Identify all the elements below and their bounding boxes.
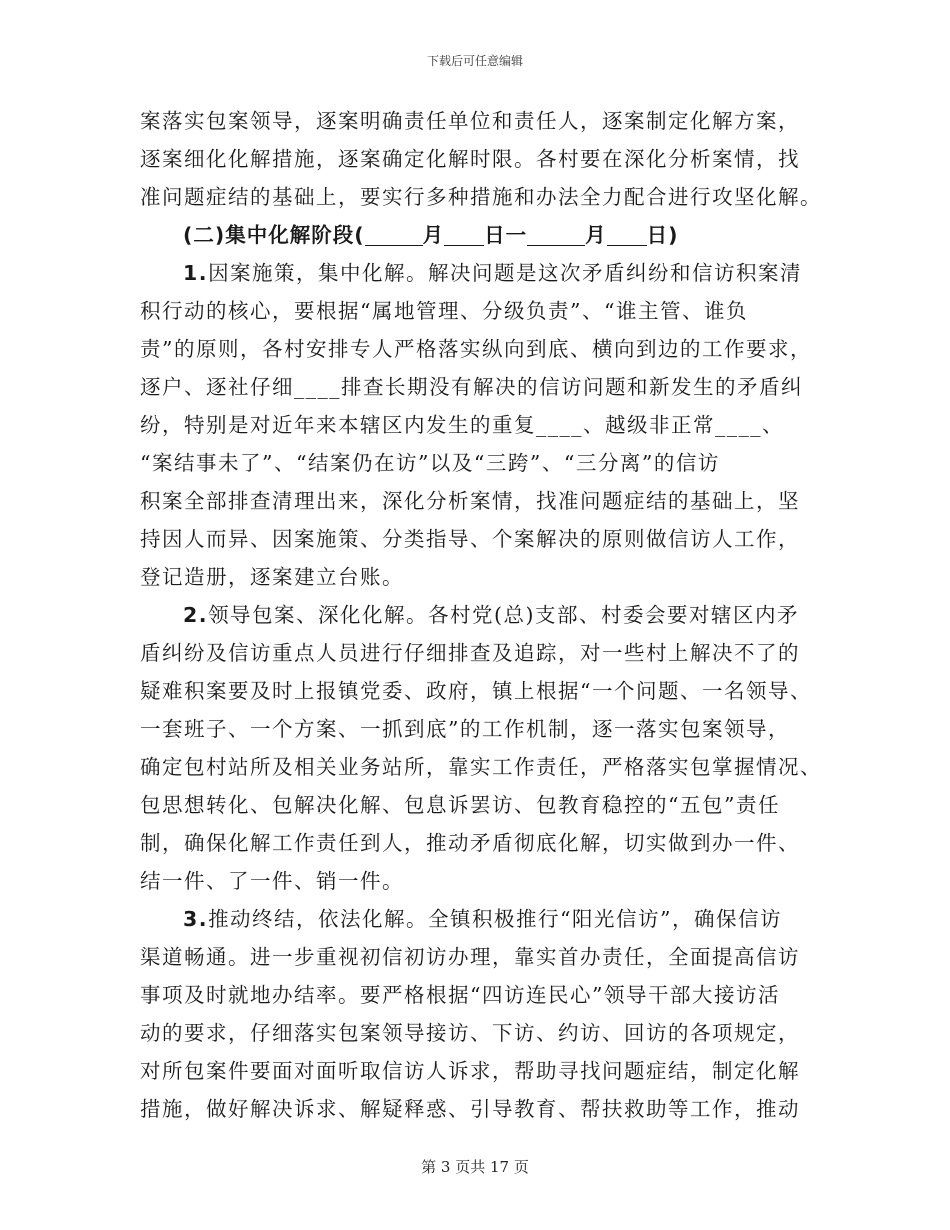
text-line: 渠道畅通。进一步重视初信初访办理，靠实首办责任，全面提高信访 [140,945,800,969]
text-line: 事项及时就地办结率。要严格根据“四访连民心”领导干部大接访活 [140,983,780,1007]
section-heading-prefix: (二)集中化解阶段( [183,223,365,247]
item-text: 因案施策，集中化解。解决问题是这次矛盾纠纷和信访积案清 [208,261,803,285]
text-line: “案结事未了”、“结案仍在访”以及“三跨”、“三分离”的信访 [140,451,720,475]
text-line: 持因人而异、因案施策、分类指导、个案解决的原则做信访人工作， [140,527,800,551]
text-line: 纷，特别是对近年来本辖区内发生的重复____、越级非正常____、 [140,413,784,437]
blank-field [607,223,647,246]
page-header: 下载后可任意编辑 [426,54,523,68]
blank-field [365,223,423,246]
section-heading-day: 日一 [484,223,528,247]
text-line: 盾纠纷及信访重点人员进行仔细排查及追踪，对一些村上解决不了的 [140,641,800,665]
section-heading-month: 月 [585,223,607,247]
text-line: 逐案细化化解措施，逐案确定化解时限。各村要在深化分析案情，找 [140,147,800,171]
text-line: 案落实包案领导，逐案明确责任单位和责任人，逐案制定化解方案， [140,109,800,133]
item-number: 2. [183,603,209,627]
text-line: 措施，做好解决诉求、解疑释惑、引导教育、帮扶救助等工作，推动 [140,1097,800,1121]
item-text: 推动终结，依法化解。全镇积极推行“阳光信访”，确保信访 [208,907,783,931]
section-heading-month: 月 [422,223,445,247]
page-footer: 第 3 页共 17 页 [421,1158,529,1176]
section-heading [183,217,863,253]
item-text: 领导包案、深化化解。各村党(总)支部、村委会要对辖区内矛 [208,603,800,627]
text-line: 责”的原则，各村安排专人严格落实纵向到底、横向到边的工作要求， [140,337,812,361]
text-line: 逐户、逐社仔细____排查长期没有解决的信访问题和新发生的矛盾纠 [140,375,803,399]
text-line: 动的要求，仔细落实包案领导接访、下访、约访、回访的各项规定， [140,1021,800,1045]
item-2-first-line [183,597,863,633]
text-line: 积案全部排查清理出来，深化分析案情，找准问题症结的基础上，坚 [140,489,800,513]
section-heading-day: 日) [646,223,679,247]
text-line: 积行动的核心，要根据“属地管理、分级负责”、“谁主管、谁负 [140,299,748,323]
text-line: 确定包村站所及相关业务站所，靠实工作责任，严格落实包掌握情况、 [140,755,822,779]
text-line: 结一件、了一件、销一件。 [140,869,404,893]
text-line: 登记造册，逐案建立台账。 [140,565,404,589]
text-line: 一套班子、一个方案、一抓到底”的工作机制，逐一落实包案领导， [140,717,790,741]
text-line: 疑难积案要及时上报镇党委、政府，镇上根据“一个问题、一名领导、 [140,679,812,703]
item-number: 3. [183,907,209,931]
item-number: 1. [183,261,209,285]
blank-field [527,223,585,246]
text-line: 制，确保化解工作责任到人，推动矛盾彻底化解，切实做到办一件、 [140,831,800,855]
item-1-first-line [183,255,863,291]
blank-field [444,223,484,246]
text-line: 对所包案件要面对面听取信访人诉求，帮助寻找问题症结，制定化解 [140,1059,800,1083]
text-line: 包思想转化、包解决化解、包息诉罢访、包教育稳控的“五包”责任 [140,793,780,817]
item-3-first-line [183,901,863,937]
text-line: 准问题症结的基础上，要实行多种措施和办法全力配合进行攻坚化解。 [140,185,822,209]
